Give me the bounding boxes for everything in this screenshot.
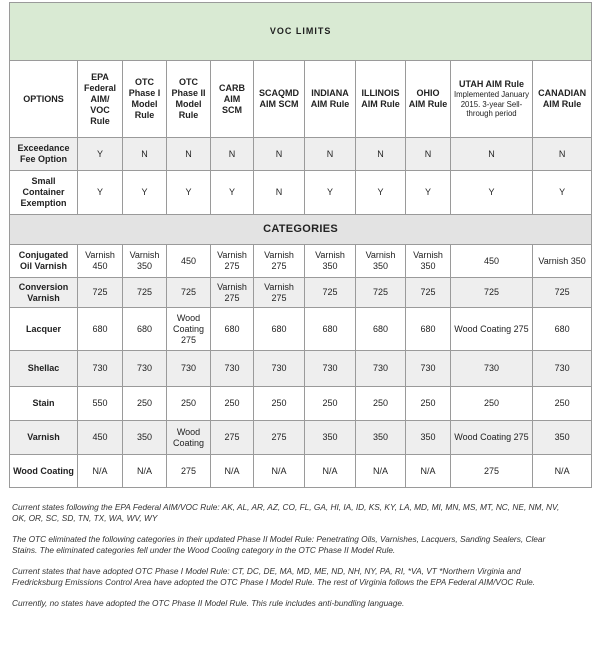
row-label: Lacquer — [10, 308, 78, 351]
column-header — [167, 61, 211, 138]
table-cell: 250 — [533, 387, 592, 421]
table-cell: Y — [123, 171, 167, 215]
table-cell: N/A — [305, 455, 356, 488]
table-cell: Wood Coating — [167, 421, 211, 455]
table-row — [10, 308, 592, 351]
column-header-label: INDIANA AIM Rule — [310, 88, 350, 109]
options-header: OPTIONS — [10, 61, 78, 138]
table-cell: 250 — [254, 387, 305, 421]
column-header-label: OTC Phase I Model Rule — [128, 77, 161, 120]
table-row — [10, 387, 592, 421]
table-cell: N — [254, 171, 305, 215]
table-cell: 680 — [533, 308, 592, 351]
table-cell: 730 — [356, 351, 406, 387]
table-cell: 250 — [406, 387, 451, 421]
table-cell: 350 — [406, 421, 451, 455]
column-header-label: OHIO AIM Rule — [408, 88, 448, 109]
table-cell: Varnish 450 — [78, 245, 123, 278]
footnote: The OTC eliminated the following categories in their updated Phase II Model Rule: Penetrating Oils, Varnishes, Lacquers, Sanding Sealers, Clear Stains. The eliminated categories fell under the Wood Cooling category in the OTC Phase II Model Rule. — [12, 534, 546, 555]
table-cell: 730 — [211, 351, 254, 387]
table-cell: Varnish 350 — [533, 245, 592, 278]
table-cell: 250 — [211, 387, 254, 421]
table-cell: N/A — [254, 455, 305, 488]
table-cell: 725 — [305, 278, 356, 308]
row-label: Small Container Exemption — [10, 171, 78, 215]
table-cell: 725 — [533, 278, 592, 308]
table-cell: 250 — [356, 387, 406, 421]
table-cell: 250 — [123, 387, 167, 421]
footnote: Current states that have adopted OTC Phase I Model Rule: CT, DC, DE, MA, MD, ME, ND, NH, NY, PA, RI, *VA, VT *Northern Virginia and Fredricksburg Emissions Control Area have adopted the OTC Phase I Model Rule. The rest of Virginia follows the EPA Federal AIM/VOC Rule. — [12, 566, 536, 587]
table-cell: Y — [78, 138, 123, 171]
table-cell: 680 — [305, 308, 356, 351]
table-cell: N/A — [211, 455, 254, 488]
table-cell: 450 — [78, 421, 123, 455]
table-cell: Varnish 350 — [305, 245, 356, 278]
column-header — [451, 61, 533, 138]
table-cell: Y — [356, 171, 406, 215]
table-row — [10, 278, 592, 308]
categories-heading: CATEGORIES — [10, 215, 592, 245]
table-cell: Y — [533, 171, 592, 215]
table-cell: 730 — [78, 351, 123, 387]
table-cell: N — [211, 138, 254, 171]
table-row — [10, 138, 592, 171]
table-cell: 350 — [356, 421, 406, 455]
table-cell: 730 — [451, 351, 533, 387]
table-cell: 680 — [254, 308, 305, 351]
header-row — [10, 61, 592, 138]
table-cell: 450 — [167, 245, 211, 278]
column-header-label: SCAQMD AIM SCM — [259, 88, 299, 109]
column-header — [406, 61, 451, 138]
voc-document — [9, 0, 591, 609]
table-cell: N/A — [78, 455, 123, 488]
table-cell: Y — [451, 171, 533, 215]
footnote: Current states following the EPA Federal AIM/VOC Rule: AK, AL, AR, AZ, CO, FL, GA, HI, IA, ID, KS, KY, LA, MD, MI, MN, MS, MT, NC, NE, NM, NV, OK, OR, SC, SD, TN, TX, WA, WV, WY — [12, 502, 560, 523]
table-cell: 725 — [406, 278, 451, 308]
table-cell: N — [406, 138, 451, 171]
row-label: Wood Coating — [10, 455, 78, 488]
column-header — [254, 61, 305, 138]
table-cell: N — [254, 138, 305, 171]
table-cell: 730 — [533, 351, 592, 387]
table-cell: 275 — [167, 455, 211, 488]
categories-section-row — [10, 215, 592, 245]
table-cell: Wood Coating 275 — [451, 308, 533, 351]
table-row — [10, 245, 592, 278]
table-cell: Varnish 275 — [211, 278, 254, 308]
column-header-note: Implemented January 2015. 3-year Sell-through period — [454, 90, 529, 119]
column-header-label: ILLINOIS AIM Rule — [361, 88, 400, 109]
table-cell: 680 — [356, 308, 406, 351]
table-cell: 250 — [167, 387, 211, 421]
table-cell: 350 — [533, 421, 592, 455]
table-cell: Varnish 350 — [123, 245, 167, 278]
table-cell: 350 — [123, 421, 167, 455]
column-header-label: UTAH AIM Rule — [459, 79, 524, 90]
voc-limits-table — [9, 2, 592, 488]
column-header — [356, 61, 406, 138]
table-cell: N/A — [406, 455, 451, 488]
column-header-label: CARB AIM SCM — [219, 82, 245, 115]
row-label: Shellac — [10, 351, 78, 387]
column-header — [211, 61, 254, 138]
table-row — [10, 421, 592, 455]
row-label: Conjugated Oil Varnish — [10, 245, 78, 278]
table-cell: 730 — [167, 351, 211, 387]
table-cell: Y — [211, 171, 254, 215]
table-cell: Varnish 275 — [254, 245, 305, 278]
row-label: Varnish — [10, 421, 78, 455]
table-cell: N — [451, 138, 533, 171]
row-label: Exceedance Fee Option — [10, 138, 78, 171]
column-header — [78, 61, 123, 138]
row-label: Stain — [10, 387, 78, 421]
table-cell: 725 — [356, 278, 406, 308]
table-cell: 730 — [305, 351, 356, 387]
table-cell: Varnish 275 — [254, 278, 305, 308]
table-cell: Y — [406, 171, 451, 215]
table-cell: 680 — [123, 308, 167, 351]
column-header-label: CANADIAN AIM Rule — [538, 88, 587, 109]
table-cell: Y — [78, 171, 123, 215]
table-cell: 680 — [78, 308, 123, 351]
table-cell: N/A — [533, 455, 592, 488]
table-row — [10, 171, 592, 215]
table-cell: 680 — [211, 308, 254, 351]
column-header-label: EPA Federal AIM/ VOC Rule — [83, 71, 116, 126]
table-cell: N — [167, 138, 211, 171]
table-cell: 730 — [254, 351, 305, 387]
table-cell: 550 — [78, 387, 123, 421]
table-cell: 250 — [451, 387, 533, 421]
table-cell: Wood Coating 275 — [451, 421, 533, 455]
table-cell: 680 — [406, 308, 451, 351]
column-header — [533, 61, 592, 138]
table-cell: N — [305, 138, 356, 171]
table-cell: Wood Coating 275 — [167, 308, 211, 351]
table-cell: 350 — [305, 421, 356, 455]
column-header — [123, 61, 167, 138]
table-cell: N — [123, 138, 167, 171]
table-cell: N/A — [123, 455, 167, 488]
table-cell: 725 — [78, 278, 123, 308]
table-cell: 250 — [305, 387, 356, 421]
table-cell: Varnish 350 — [356, 245, 406, 278]
table-cell: 730 — [123, 351, 167, 387]
table-cell: Y — [167, 171, 211, 215]
table-cell: Varnish 350 — [406, 245, 451, 278]
table-row — [10, 351, 592, 387]
table-cell: N — [533, 138, 592, 171]
table-cell: 450 — [451, 245, 533, 278]
row-label: Conversion Varnish — [10, 278, 78, 308]
table-cell: 275 — [211, 421, 254, 455]
table-cell: 275 — [451, 455, 533, 488]
column-header-label: OTC Phase II Model Rule — [171, 77, 206, 120]
table-cell: Y — [305, 171, 356, 215]
table-cell: Varnish 275 — [211, 245, 254, 278]
table-cell: 730 — [406, 351, 451, 387]
table-cell: N/A — [356, 455, 406, 488]
table-row — [10, 455, 592, 488]
table-cell: 725 — [167, 278, 211, 308]
footnote: Currently, no states have adopted the OTC Phase II Model Rule. This rule includes anti-bundling language. — [12, 598, 405, 608]
column-header — [305, 61, 356, 138]
table-title: VOC LIMITS — [10, 3, 592, 61]
table-cell: N — [356, 138, 406, 171]
table-cell: 725 — [123, 278, 167, 308]
table-cell: 725 — [451, 278, 533, 308]
table-cell: 275 — [254, 421, 305, 455]
footnotes — [12, 502, 572, 609]
